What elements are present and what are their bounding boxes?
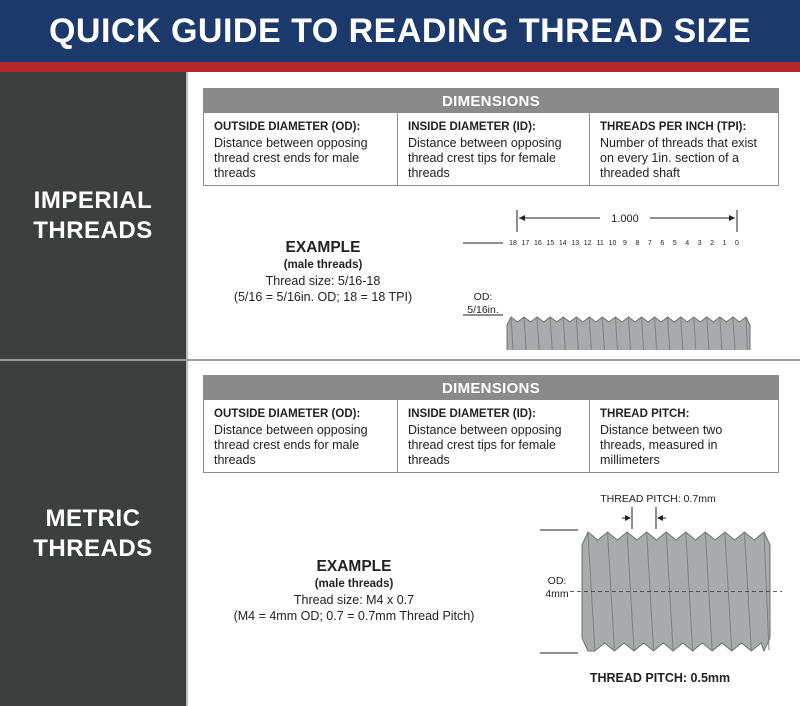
- imperial-od-text: Distance between opposing thread crest ends for male threads: [214, 136, 368, 180]
- imperial-dimensions-table: [203, 88, 779, 186]
- imperial-id-text: Distance between opposing thread crest tips for female threads: [408, 136, 562, 180]
- metric-label-line2: THREADS: [33, 534, 153, 562]
- scale-number: 7: [647, 240, 652, 247]
- scale-number: 4: [685, 240, 690, 247]
- imperial-dimensions-title: DIMENSIONS: [204, 89, 778, 113]
- metric-example-line1: Thread size: M4 x 0.7: [293, 593, 415, 607]
- pitch-caption: THREAD PITCH: 0.5mm: [589, 671, 731, 685]
- metric-bolt-shape: [570, 532, 782, 651]
- scale-number: 13: [571, 240, 580, 247]
- metric-example-line2: (M4 = 4mm OD; 0.7 = 0.7mm Thread Pitch): [233, 609, 475, 623]
- imperial-tpi-heading: THREADS PER INCH (TPI):: [600, 121, 747, 133]
- scale-number: 6: [660, 240, 665, 247]
- metric-label-line1: METRIC: [45, 504, 141, 532]
- imperial-section-label: [0, 72, 188, 359]
- metric-section: [0, 361, 800, 706]
- imperial-id-cell: [398, 113, 590, 185]
- metric-example-title: EXAMPLE: [316, 558, 392, 575]
- imperial-tpi-cell: [590, 113, 778, 185]
- metric-pitch-text: Distance between two threads, measured in millimeters: [600, 423, 723, 467]
- page-title: QUICK GUIDE TO READING THREAD SIZE: [0, 0, 800, 62]
- scale-number: 0: [735, 240, 739, 247]
- metric-id-cell: [398, 400, 590, 472]
- metric-dimensions-title: DIMENSIONS: [204, 376, 778, 400]
- arrow-right-icon: [729, 215, 735, 221]
- pitch-arrow-left-icon: [657, 515, 663, 521]
- od-label-line2: 5/16in.: [467, 304, 499, 316]
- imperial-label-line1: IMPERIAL: [33, 186, 153, 214]
- metric-thread-diagram: [530, 486, 790, 691]
- od-label-line1: OD:: [473, 291, 493, 303]
- scale-number: 5: [672, 240, 677, 247]
- scale-number: 1: [722, 240, 727, 247]
- imperial-example-line1: Thread size: 5/16-18: [265, 274, 381, 288]
- scale-number: 17: [521, 240, 530, 247]
- metric-pitch-heading: THREAD PITCH:: [600, 408, 690, 420]
- accent-stripe: [0, 62, 800, 72]
- metric-example: [214, 557, 494, 624]
- scale-number: 14: [558, 240, 567, 247]
- imperial-thread-diagram: [455, 200, 775, 350]
- imperial-label-line2: THREADS: [33, 216, 153, 244]
- metric-od-heading: OUTSIDE DIAMETER (OD):: [214, 408, 361, 420]
- imperial-example-title: EXAMPLE: [285, 239, 361, 256]
- scale-number: 10: [608, 240, 617, 247]
- metric-id-text: Distance between opposing thread crest tips for female threads: [408, 423, 562, 467]
- imperial-section: [0, 72, 800, 359]
- imperial-example-line2: (5/16 = 5/16in. OD; 18 = 18 TPI): [233, 290, 413, 304]
- scale-number: 9: [623, 240, 627, 247]
- pitch-label: THREAD PITCH: 0.7mm: [600, 493, 716, 505]
- scale-number: 16: [533, 240, 542, 247]
- scale-number: 18: [509, 240, 517, 247]
- imperial-id-heading: INSIDE DIAMETER (ID):: [408, 121, 536, 133]
- scale-number: 2: [710, 240, 715, 247]
- imperial-od-heading: OUTSIDE DIAMETER (OD):: [214, 121, 361, 133]
- imperial-od-cell: [204, 113, 398, 185]
- metric-id-heading: INSIDE DIAMETER (ID):: [408, 408, 536, 420]
- metric-od-text: Distance between opposing thread crest ends for male threads: [214, 423, 368, 467]
- scale-number: 15: [546, 240, 555, 247]
- od-label-line2: 4mm: [545, 588, 569, 600]
- scale-numbers: [509, 240, 739, 247]
- metric-section-label: [0, 361, 188, 706]
- measure-label: 1.000: [611, 213, 639, 225]
- scale-number: 8: [635, 240, 640, 247]
- imperial-tpi-text: Number of threads that exist on every 1in. section of a threaded shaft: [600, 136, 758, 180]
- scale-number: 12: [583, 240, 592, 247]
- scale-number: 3: [697, 240, 702, 247]
- od-label-line1: OD:: [547, 575, 567, 587]
- imperial-example-subtitle: (male threads): [283, 259, 363, 271]
- imperial-example: [228, 238, 418, 305]
- scale-number: 11: [596, 240, 604, 247]
- metric-example-subtitle: (male threads): [314, 578, 394, 590]
- pitch-arrow-right-icon: [625, 515, 631, 521]
- metric-od-cell: [204, 400, 398, 472]
- arrow-left-icon: [519, 215, 525, 221]
- metric-pitch-cell: [590, 400, 778, 472]
- metric-dimensions-table: [203, 375, 779, 473]
- imperial-bolt-shape: [495, 317, 762, 350]
